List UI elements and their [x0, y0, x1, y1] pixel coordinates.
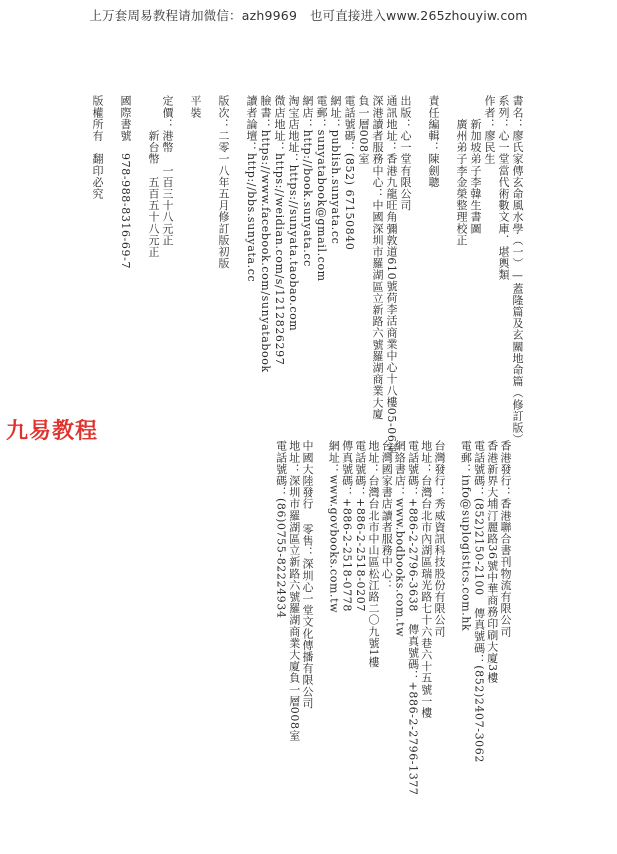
right-block-line: 微店地址：https://weidian.com/s/1212826297 [273, 95, 286, 366]
left-block-line: 網址：www.govbooks.com.tw [327, 440, 341, 614]
left-block-line: 地址：台灣台北市內湖區瑞光路七十六巷六十五號一樓 [419, 440, 433, 719]
watermark-logo: 九易教程 [6, 419, 99, 444]
right-block-line: 版權所有 翻印必究 [91, 95, 104, 200]
left-block-line: 台灣國家書店讀者服務中心： [380, 440, 394, 591]
left-block-line: 電話號碼：+886-2-2796-3638 傳真號碼：+886-2-2796-1377 [406, 440, 420, 796]
left-block-line: 中國大陸發行 零售：深圳心一堂文化傳播有限公司 [301, 440, 314, 709]
right-block-line: 國際書號 978-988-8316-69-7 [119, 95, 132, 270]
left-block-line: 電話號碼：(852)2150-2100 傳真號碼：(852)2407-3062 [472, 440, 486, 763]
right-block-line: 深港讀者服務中心：中國深圳市羅湖區立新路六號羅湖商業大廈 [371, 95, 384, 420]
left-block-line: 網絡書店：www.bodbooks.com.tw [393, 440, 407, 638]
right-block-line: 作者：廖民生 [483, 95, 496, 165]
left-block-line: 電郵：info@suplogistics.com.hk [459, 440, 473, 632]
left-block-line: 地址：台灣台北市中山區松江路二〇九號1樓 [367, 440, 380, 668]
right-block-line: 新加坡弟子李韓生書圖 [469, 95, 482, 235]
right-block-line: 出版：心一堂有限公司 [399, 95, 412, 211]
left-block-line: 電話號碼：(86)0755-82224934 [274, 440, 288, 619]
right-block-line: 讀者論壇：http://bbs.sunyata.cc [245, 95, 258, 283]
right-block-line: 定價：港幣 一百三十八元正 [161, 95, 174, 246]
left-block-line: 電話號碼：+886-2-2518-0207 [353, 440, 367, 612]
right-block-line: 負一層008室 [357, 95, 370, 165]
right-block-line: 電郵：sunyatabook@gmail.com [315, 95, 328, 282]
right-block-line: 系列：心一堂當代術數文庫．堪輿類 [497, 95, 510, 281]
right-block-line: 平裝 [189, 95, 202, 119]
left-block-line: 香港發行：香港聯合書刊物流有限公司 [499, 440, 512, 638]
right-block-line: 網店：http://book.sunyata.cc [301, 95, 314, 267]
right-block-line: 書名：廖氏家傳玄命風水學（一）—蓋隆篇及玄關地命篇（修訂版） [511, 95, 524, 445]
right-block-line: 廣州弟子李金榮整理校正 [455, 95, 468, 246]
right-block-line: 臉書：https://www.facebook.com/sunyatabook [259, 95, 272, 373]
right-block-line: 新台幣 五百五十八元正 [147, 95, 160, 258]
right-block-line: 責任編輯：陳劍聰 [427, 95, 440, 188]
left-block-line: 香港新界大埔汀麗路36號中華商務印刷大廈3樓 [485, 440, 499, 684]
left-block-line: 台灣發行：秀威資訊科技股份有限公司 [433, 440, 446, 638]
right-block-line: 版次：二零一八年五月修訂版初版 [217, 95, 230, 269]
left-block-line: 地址：深圳市羅湖區立新路六號羅湖商業大廈負一層008室 [287, 440, 301, 742]
promo-banner: 上万套周易教程请加微信：azh9969 也可直接进入www.265zhouyiw.com [89, 8, 528, 23]
right-block-line: 網址：publish.sunyata.cc [329, 95, 342, 245]
right-block-line: 淘宝店地址：https://sunyata.taobao.com [287, 95, 300, 332]
right-block-line: 電話號碼：(852) 67150840 [343, 95, 356, 251]
right-block-line: 通訊地址：香港九龍旺角彌敦道610號荷李活商業中心十八樓05-06室 [385, 95, 398, 455]
left-block-line: 傳真號碼：+886-2-2518-0778 [340, 440, 354, 612]
